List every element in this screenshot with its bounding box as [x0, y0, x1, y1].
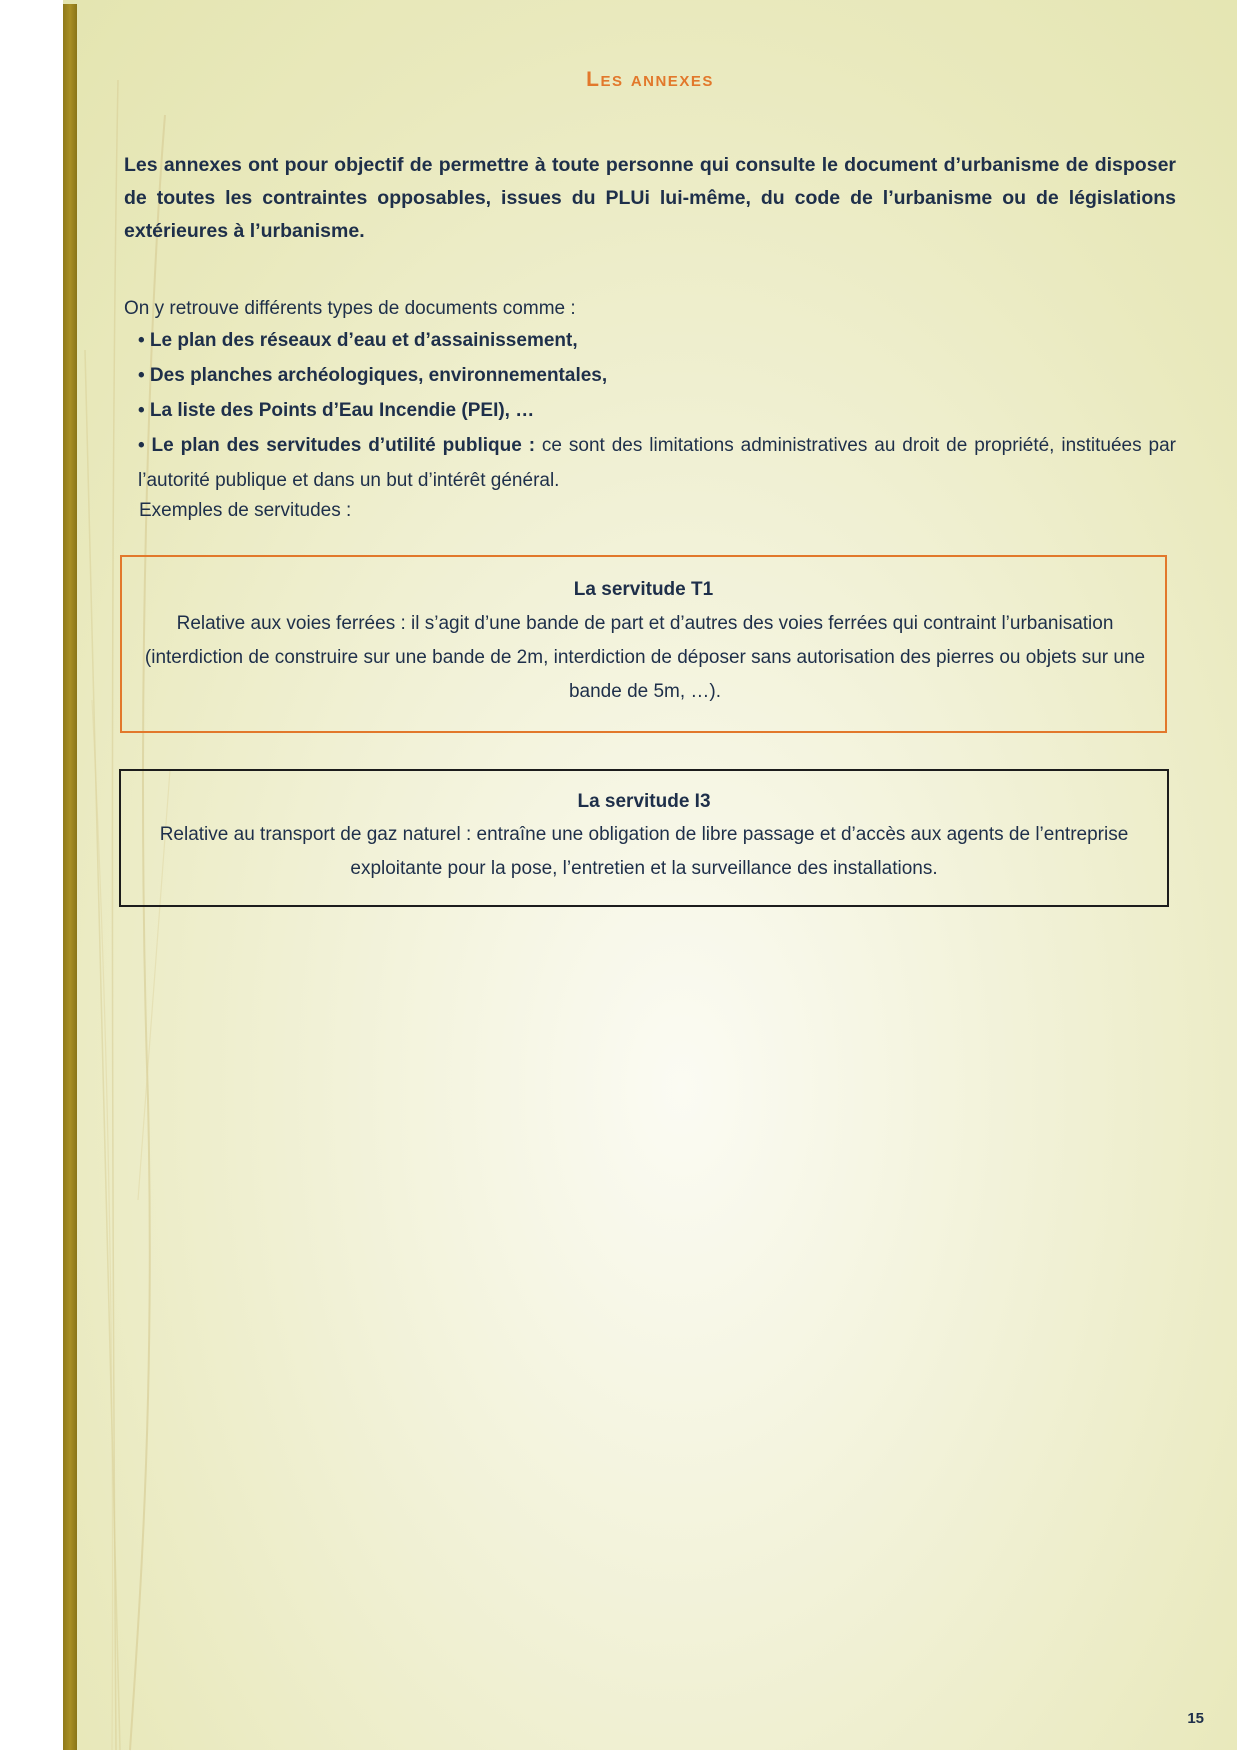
spine-bar	[63, 4, 77, 1750]
intro-paragraph: Les annexes ont pour objectif de permettre à toute personne qui consulte le document d’urbanisme de disposer de toutes les contraintes opposables, issues du PLUi lui-même, du code de l’urbanisme ou de législations extérieures à l’urbanisme.	[124, 154, 1176, 242]
servitude-t1-title: La servitude T1	[573, 579, 714, 600]
types-intro: On y retrouve différents types de documents comme :	[124, 298, 576, 319]
list-item	[138, 323, 1176, 358]
scan-margin-left	[0, 0, 63, 1755]
servitude-i3-title: La servitude I3	[577, 791, 711, 812]
page-title: Les annexes	[586, 68, 714, 91]
servitude-i3-text: Relative au transport de gaz naturel : entraîne une obligation de libre passage et d’accès aux agents de l’entreprise exploitante pour la pose, l’entretien et la surveillance des installations.	[159, 824, 1129, 879]
list-item	[138, 428, 1176, 498]
examples-label: Exemples de servitudes :	[139, 500, 352, 521]
list-item	[138, 358, 1176, 393]
list-item-bold: • Des planches archéologiques, environnementales,	[138, 365, 608, 386]
page-number: 15	[1187, 1710, 1204, 1727]
list-item-bold: • La liste des Points d’Eau Incendie (PEI), …	[138, 400, 535, 421]
document-types-list	[138, 323, 1176, 498]
list-item-bold: • Le plan des réseaux d’eau et d’assainissement,	[138, 330, 578, 351]
list-item-bold: • Le plan des servitudes d’utilité publique :	[138, 435, 536, 456]
servitude-t1-box	[120, 555, 1167, 733]
list-item	[138, 393, 1176, 428]
scan-margin-bottom	[0, 1750, 1240, 1755]
list-item-text: ce sont des limitations administratives au droit de propriété, instituées par l’autorité publique et dans un but d’intérêt général.	[138, 435, 1176, 491]
servitude-t1-text: Relative aux voies ferrées : il s’agit d’une bande de part et d’autres des voies ferrées qui contraint l’urbanisation (interdiction de construire sur une bande de 2m, interdiction de déposer sans autorisation des pierres ou objets sur une bande de 5m, …).	[144, 613, 1146, 702]
servitude-i3-box	[119, 769, 1169, 907]
